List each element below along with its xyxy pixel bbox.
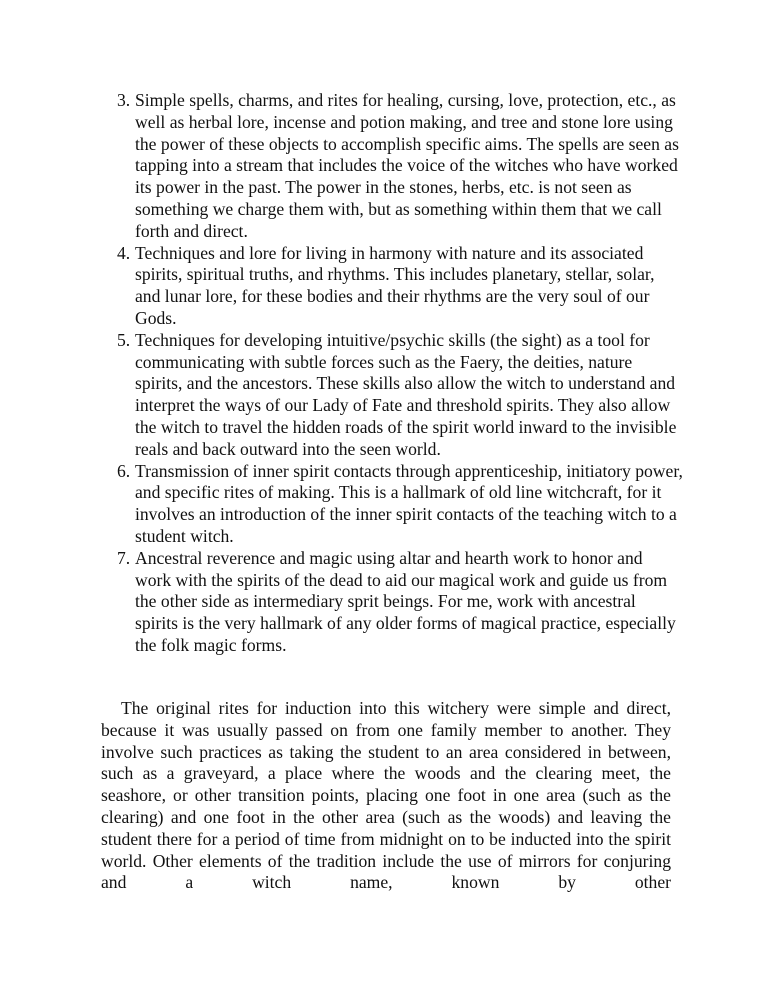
list-item-number: 6. (117, 460, 131, 481)
list-item-text: Techniques and lore for living in harmony with nature and its associated spirits, spiritual truths, and rhythms. This includes planetary, stellar, solar, and lunar lore, for these bodies and their rhythms are the very soul of our Gods. (135, 242, 655, 328)
list-item-number: 5. (117, 329, 131, 350)
list-item-text: Ancestral reverence and magic using altar and hearth work to honor and work with the spirits of the dead to aid our magical work and guide us from the other side as intermediary sprit beings. For me, work with ancestral spirits is the very hallmark of any older forms of magical practice, especially the folk magic forms. (135, 547, 676, 655)
list-item-text: Transmission of inner spirit contacts through apprenticeship, initiatory power, and specific rites of making. This is a hallmark of old line witchcraft, for it involves an introduction of the inner spirit contacts of the teaching witch to a student witch. (135, 460, 683, 546)
list-item (108, 243, 683, 330)
list-item (108, 330, 683, 461)
list-item (108, 90, 683, 243)
list-item-number: 3. (117, 90, 131, 110)
list-item-text: Techniques for developing intuitive/psychic skills (the sight) as a tool for communicating with subtle forces such as the Faery, the deities, nature spirits, and the ancestors. These skills also allow the witch to understand and interpret the ways of our Lady of Fate and threshold spirits. They also allow the witch to travel the hidden roads of the spirit world inward to the invisible reals and back outward into the seen world. (135, 329, 677, 459)
numbered-list (108, 90, 683, 657)
body-paragraph: The original rites for induction into this witchery were simple and direct, because it was usually passed on from one family member to another. They involve such practices as taking the student to an area considered in between, such as a graveyard, a place where the woods and the clearing meet, the seashore, or other transition points, placing one foot in one area (such as the clearing) and one foot in the other area (such as the woods) and leaving the student there for a period of time from midnight on to be inducted into the spirit world. Other elements of the tradition include the use of mirrors for conjuring and a witch name, known by other (101, 698, 671, 893)
list-item-number: 7. (117, 547, 131, 568)
list-item-number: 4. (117, 242, 131, 263)
list-item (108, 548, 683, 657)
list-item-text: Simple spells, charms, and rites for healing, cursing, love, protection, etc., as well as herbal lore, incense and potion making, and tree and stone lore using the power of these objects to accomplish specific aims. The spells are seen as tapping into a stream that includes the voice of the witches who have worked its power in the past. The power in the stones, herbs, etc. is not seen as something we charge them with, but as something within them that we call forth and direct. (135, 90, 679, 241)
list-item (108, 461, 683, 548)
